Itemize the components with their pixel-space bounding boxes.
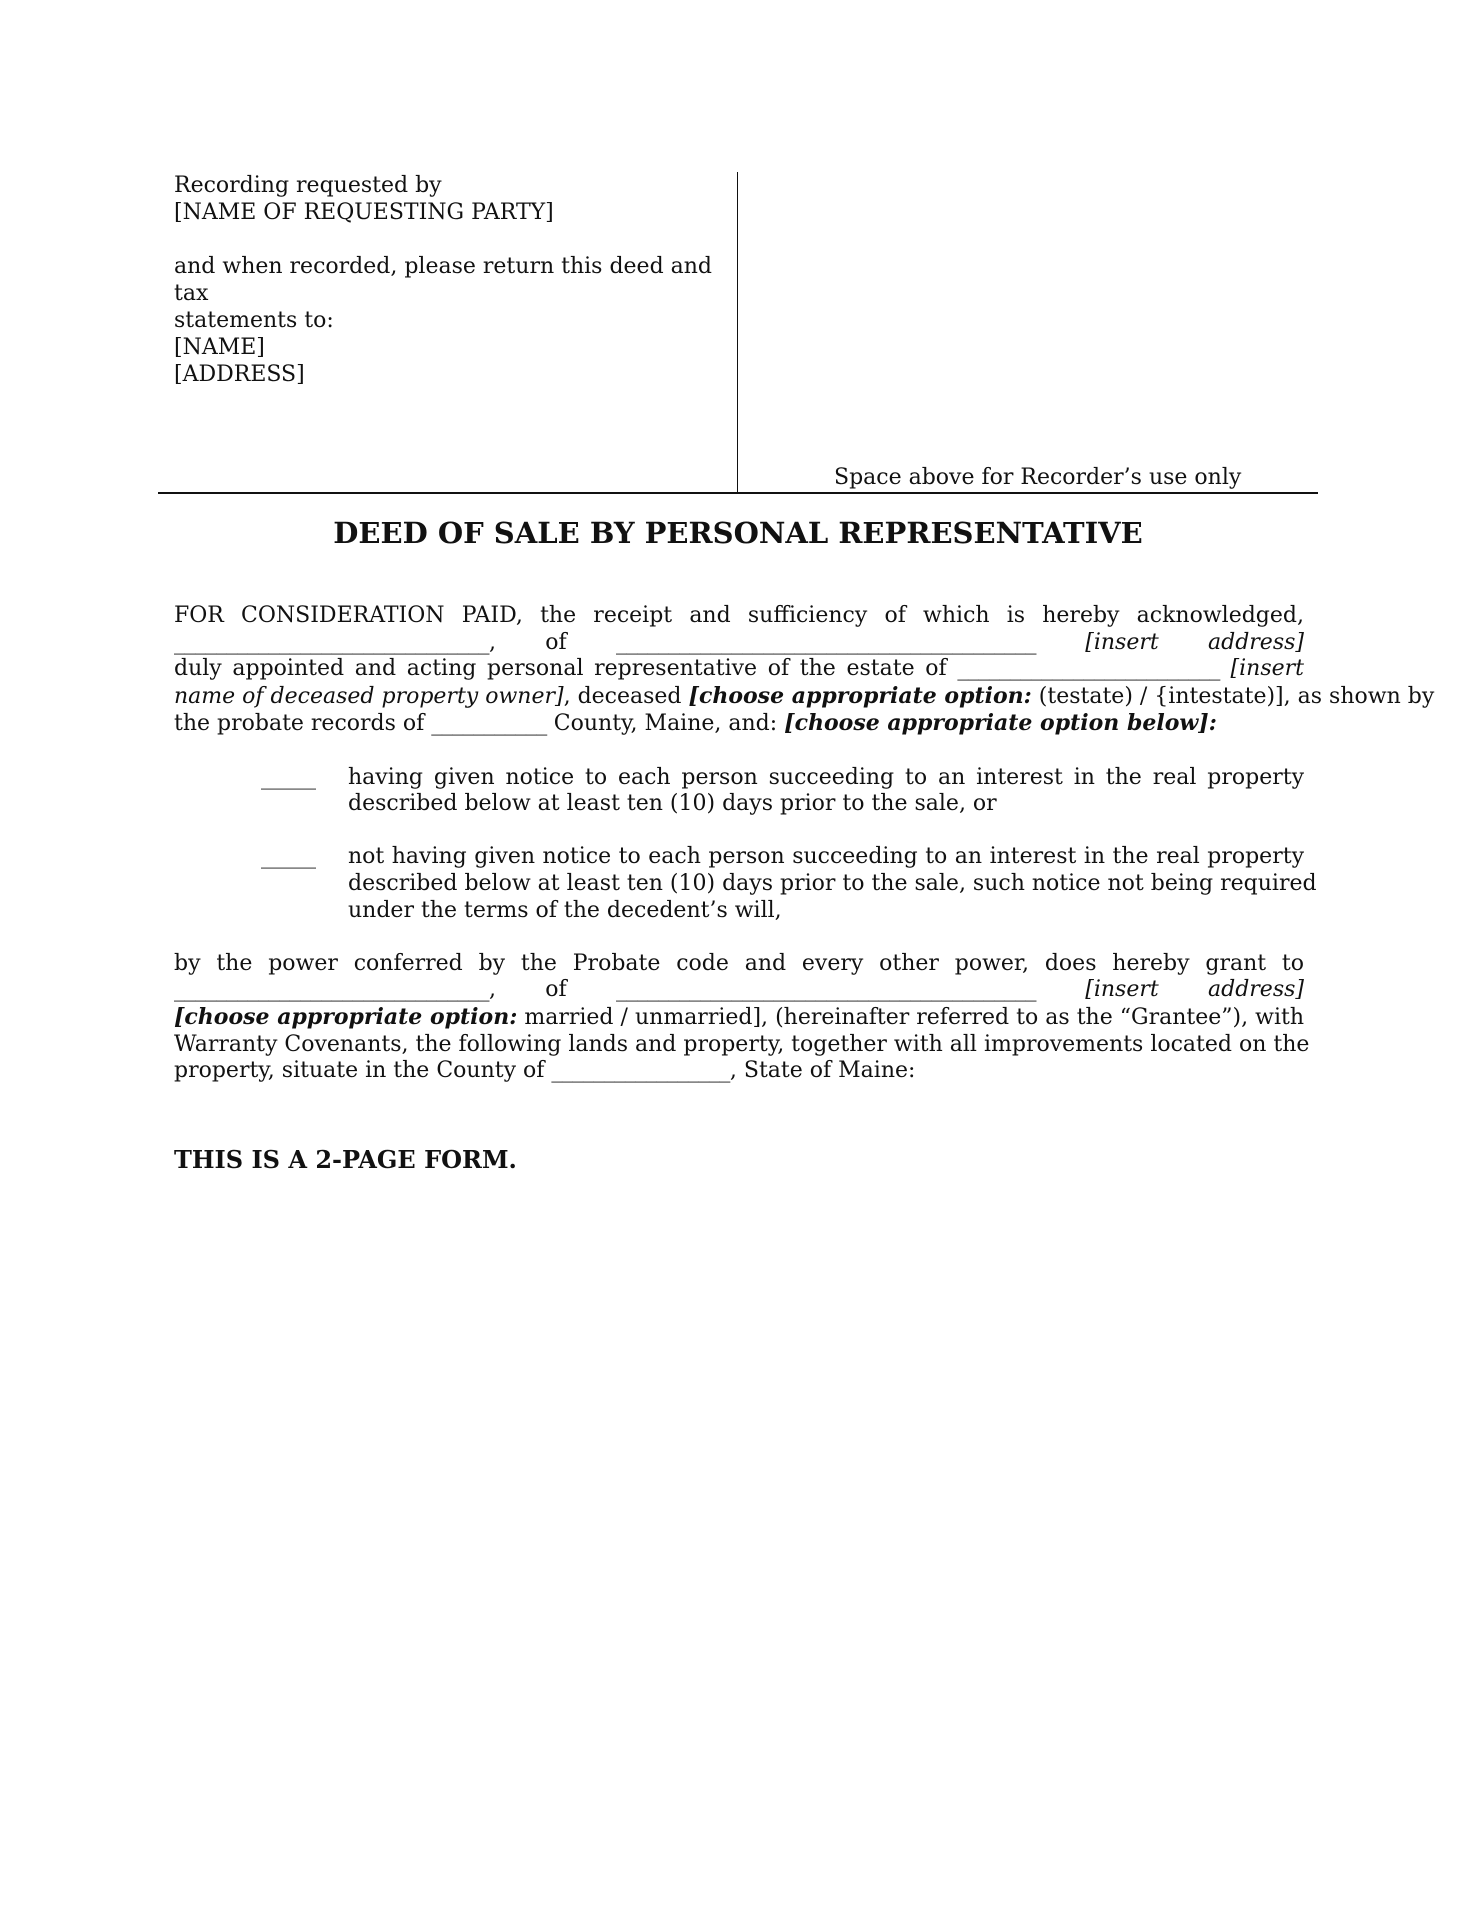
para2-line-3: [choose appropriate option: married / unmarried], (hereinafter referred to as the “Grantee”), with <box>174 1003 1304 1030</box>
recording-info <box>174 172 734 388</box>
para2-line-5: property, situate in the County of _________________, State of Maine: <box>174 1058 916 1084</box>
option-2-checkbox-blank: _____ <box>261 844 316 870</box>
option-notice-not-given: _____ not having given notice to each person succeeding to an interest in the real property described below at least ten (10) days prior to the sale, such notice not being required under the terms of the decedent’s will, <box>261 844 1317 923</box>
consideration-paragraph <box>174 603 1435 738</box>
grantor-name-blank: ______________________________ <box>174 629 489 655</box>
document-body <box>174 603 1435 1085</box>
para2-line-2: ______________________________, of ________________________________________ [insert address] <box>174 977 1304 1003</box>
para1-line-5: the probate records of ___________ County, Maine, and: [choose appropriate option below]: <box>174 710 1217 737</box>
return-instructions-line-1: and when recorded, please return this deed and tax <box>174 254 713 306</box>
page-count-notice: THIS IS A 2-PAGE FORM. <box>174 1145 517 1174</box>
para1-line-1: FOR CONSIDERATION PAID, the receipt and sufficiency of which is hereby acknowledged, <box>174 603 1304 628</box>
para1-line-4: name of deceased property owner], deceased [choose appropriate option: (testate) / {intestate)], as shown by <box>174 682 1435 709</box>
grantee-name-blank: ______________________________ <box>174 977 489 1003</box>
property-county-blank: _________________ <box>551 1058 730 1084</box>
document-title: DEED OF SALE BY PERSONAL REPRESENTATIVE <box>333 516 1143 550</box>
recording-requested-label: Recording requested by <box>174 173 442 198</box>
para1-line-3: duly appointed and acting personal representative of the estate of _________________________ [insert <box>174 656 1304 682</box>
grantor-address-blank: ________________________________________ <box>615 629 1036 655</box>
para2-line-4: Warranty Covenants, the following lands and property, together with all improvements located on the <box>174 1031 1310 1057</box>
para1-line-2: ______________________________, of ________________________________________ [insert address] <box>174 629 1304 655</box>
recorder-use-note: Space above for Recorder’s use only <box>834 465 1242 490</box>
header-vertical-divider <box>737 172 738 492</box>
option-notice-given: _____ having given notice to each person succeeding to an interest in the real property described below at least ten (10) days prior to the sale, or <box>261 764 1304 817</box>
return-name-placeholder: [NAME] <box>174 335 265 360</box>
requesting-party-placeholder: [NAME OF REQUESTING PARTY] <box>174 200 554 225</box>
estate-name-blank: _________________________ <box>957 656 1220 682</box>
return-instructions-line-2: statements to: <box>174 308 334 333</box>
para2-line-1: by the power conferred by the Probate code and every other power, does hereby grant to <box>174 950 1304 976</box>
header-horizontal-rule <box>158 492 1318 494</box>
option-1-checkbox-blank: _____ <box>261 764 316 790</box>
grantee-address-blank: ________________________________________ <box>615 977 1036 1003</box>
probate-county-blank: ___________ <box>431 711 547 737</box>
grant-paragraph <box>174 950 1310 1085</box>
recording-header <box>158 170 1318 492</box>
return-address-placeholder: [ADDRESS] <box>174 362 305 387</box>
